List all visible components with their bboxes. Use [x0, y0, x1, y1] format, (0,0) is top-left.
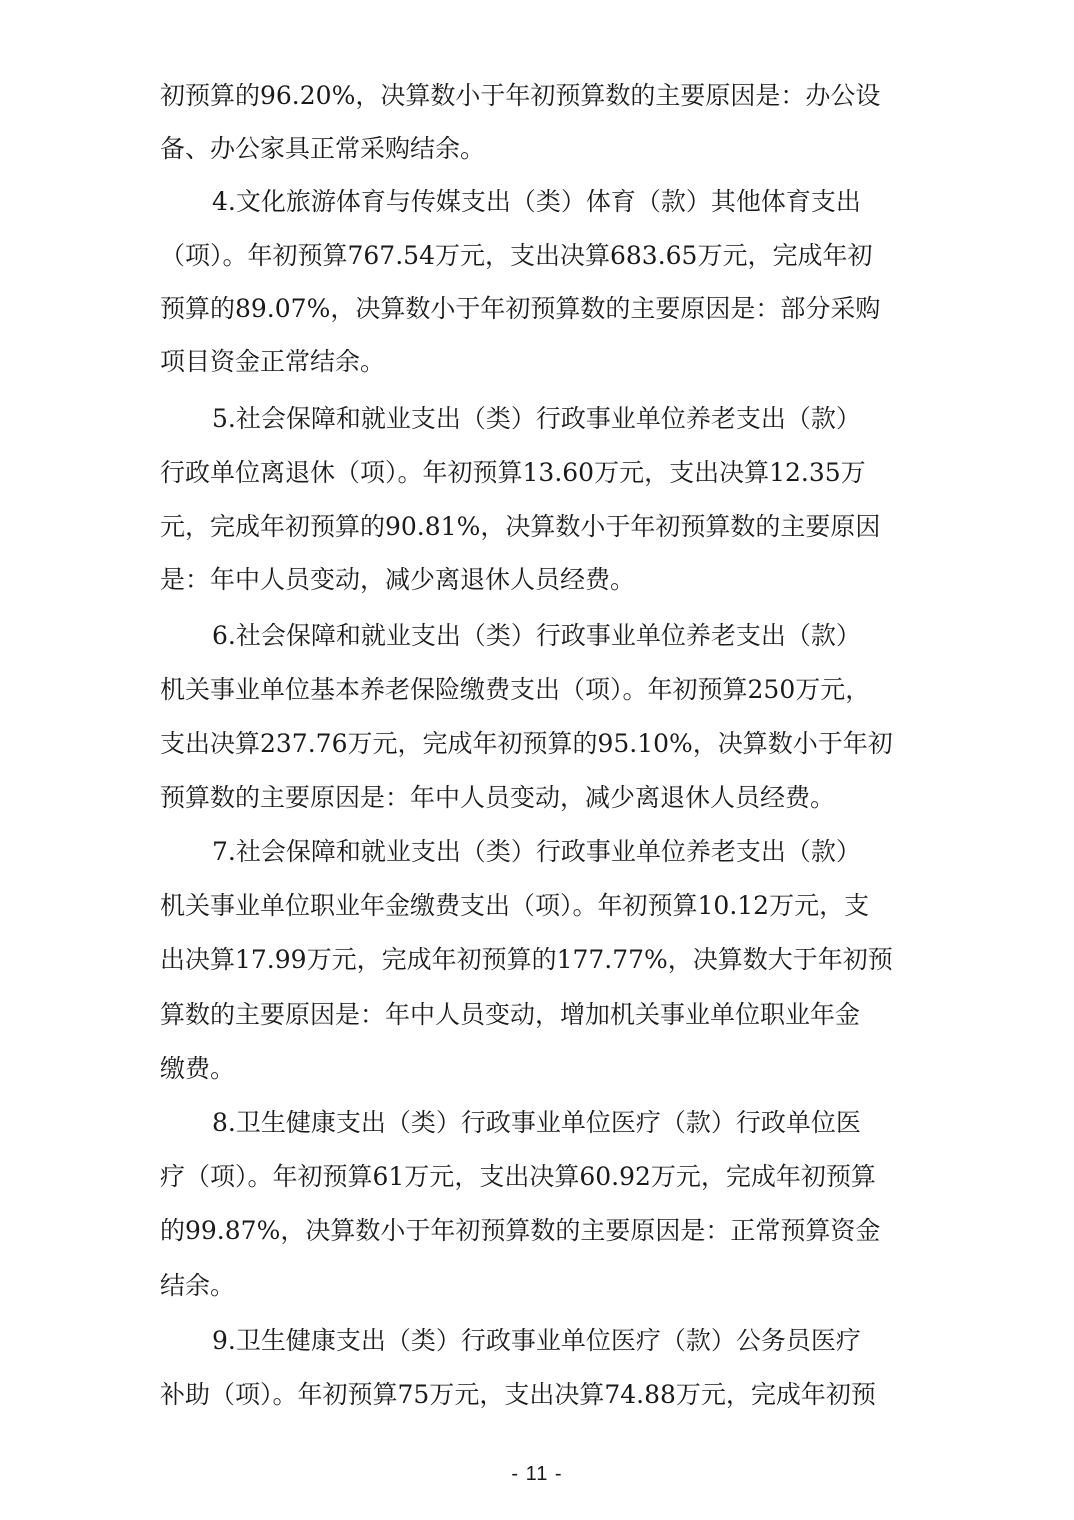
text-line: 项目资金正常结余。: [160, 347, 386, 376]
page-number: - 11 -: [511, 1463, 563, 1485]
text-line: 支出决算237.76万元，完成年初预算的95.10%，决算数小于年初: [160, 729, 893, 758]
text-line: 元，完成年初预算的90.81%，决算数小于年初预算数的主要原因: [160, 512, 881, 541]
paragraph-5-heading: 5.社会保障和就业支出（类）行政事业单位养老支出（款）: [212, 404, 861, 433]
paragraph-7-heading: 7.社会保障和就业支出（类）行政事业单位养老支出（款）: [212, 837, 861, 866]
text-line: 补助（项）。年初预算75万元，支出决算74.88万元，完成年初预: [160, 1380, 876, 1409]
text-line: 缴费。: [160, 1054, 236, 1083]
text-line: 是：年中人员变动，减少离退休人员经费。: [160, 565, 636, 594]
paragraph-6-heading: 6.社会保障和就业支出（类）行政事业单位养老支出（款）: [212, 621, 861, 650]
text-line: 疗（项）。年初预算61万元，支出决算60.92万元，完成年初预算: [160, 1162, 876, 1191]
text-line: 出决算17.99万元，完成年初预算的177.77%，决算数大于年初预: [160, 945, 893, 974]
text-line: 机关事业单位职业年金缴费支出（项）。年初预算10.12万元，支: [160, 891, 870, 920]
paragraph-8-heading: 8.卫生健康支出（类）行政事业单位医疗（款）行政单位医: [212, 1108, 861, 1137]
paragraph-9-heading: 9.卫生健康支出（类）行政事业单位医疗（款）公务员医疗: [212, 1326, 861, 1355]
text-line: 备、办公家具正常采购结余。: [160, 134, 486, 163]
text-line: 机关事业单位基本养老保险缴费支出（项）。年初预算250万元，: [160, 675, 871, 704]
text-line: 的99.87%，决算数小于年初预算数的主要原因是：正常预算资金: [160, 1216, 881, 1245]
text-line: 预算数的主要原因是：年中人员变动，减少离退休人员经费。: [160, 783, 836, 812]
text-line: 行政单位离退休（项）。年初预算13.60万元，支出决算12.35万: [160, 458, 866, 487]
paragraph-4-heading: 4.文化旅游体育与传媒支出（类）体育（款）其他体育支出: [212, 187, 861, 216]
text-line: 算数的主要原因是：年中人员变动，增加机关事业单位职业年金: [160, 1000, 861, 1029]
text-line: 结余。: [160, 1271, 236, 1300]
text-line: （项）。年初预算767.54万元，支出决算683.65万元，完成年初: [160, 241, 873, 270]
text-line: 初预算的96.20%，决算数小于年初预算数的主要原因是：办公设: [160, 81, 881, 110]
text-line: 预算的89.07%，决算数小于年初预算数的主要原因是：部分采购: [160, 294, 881, 323]
